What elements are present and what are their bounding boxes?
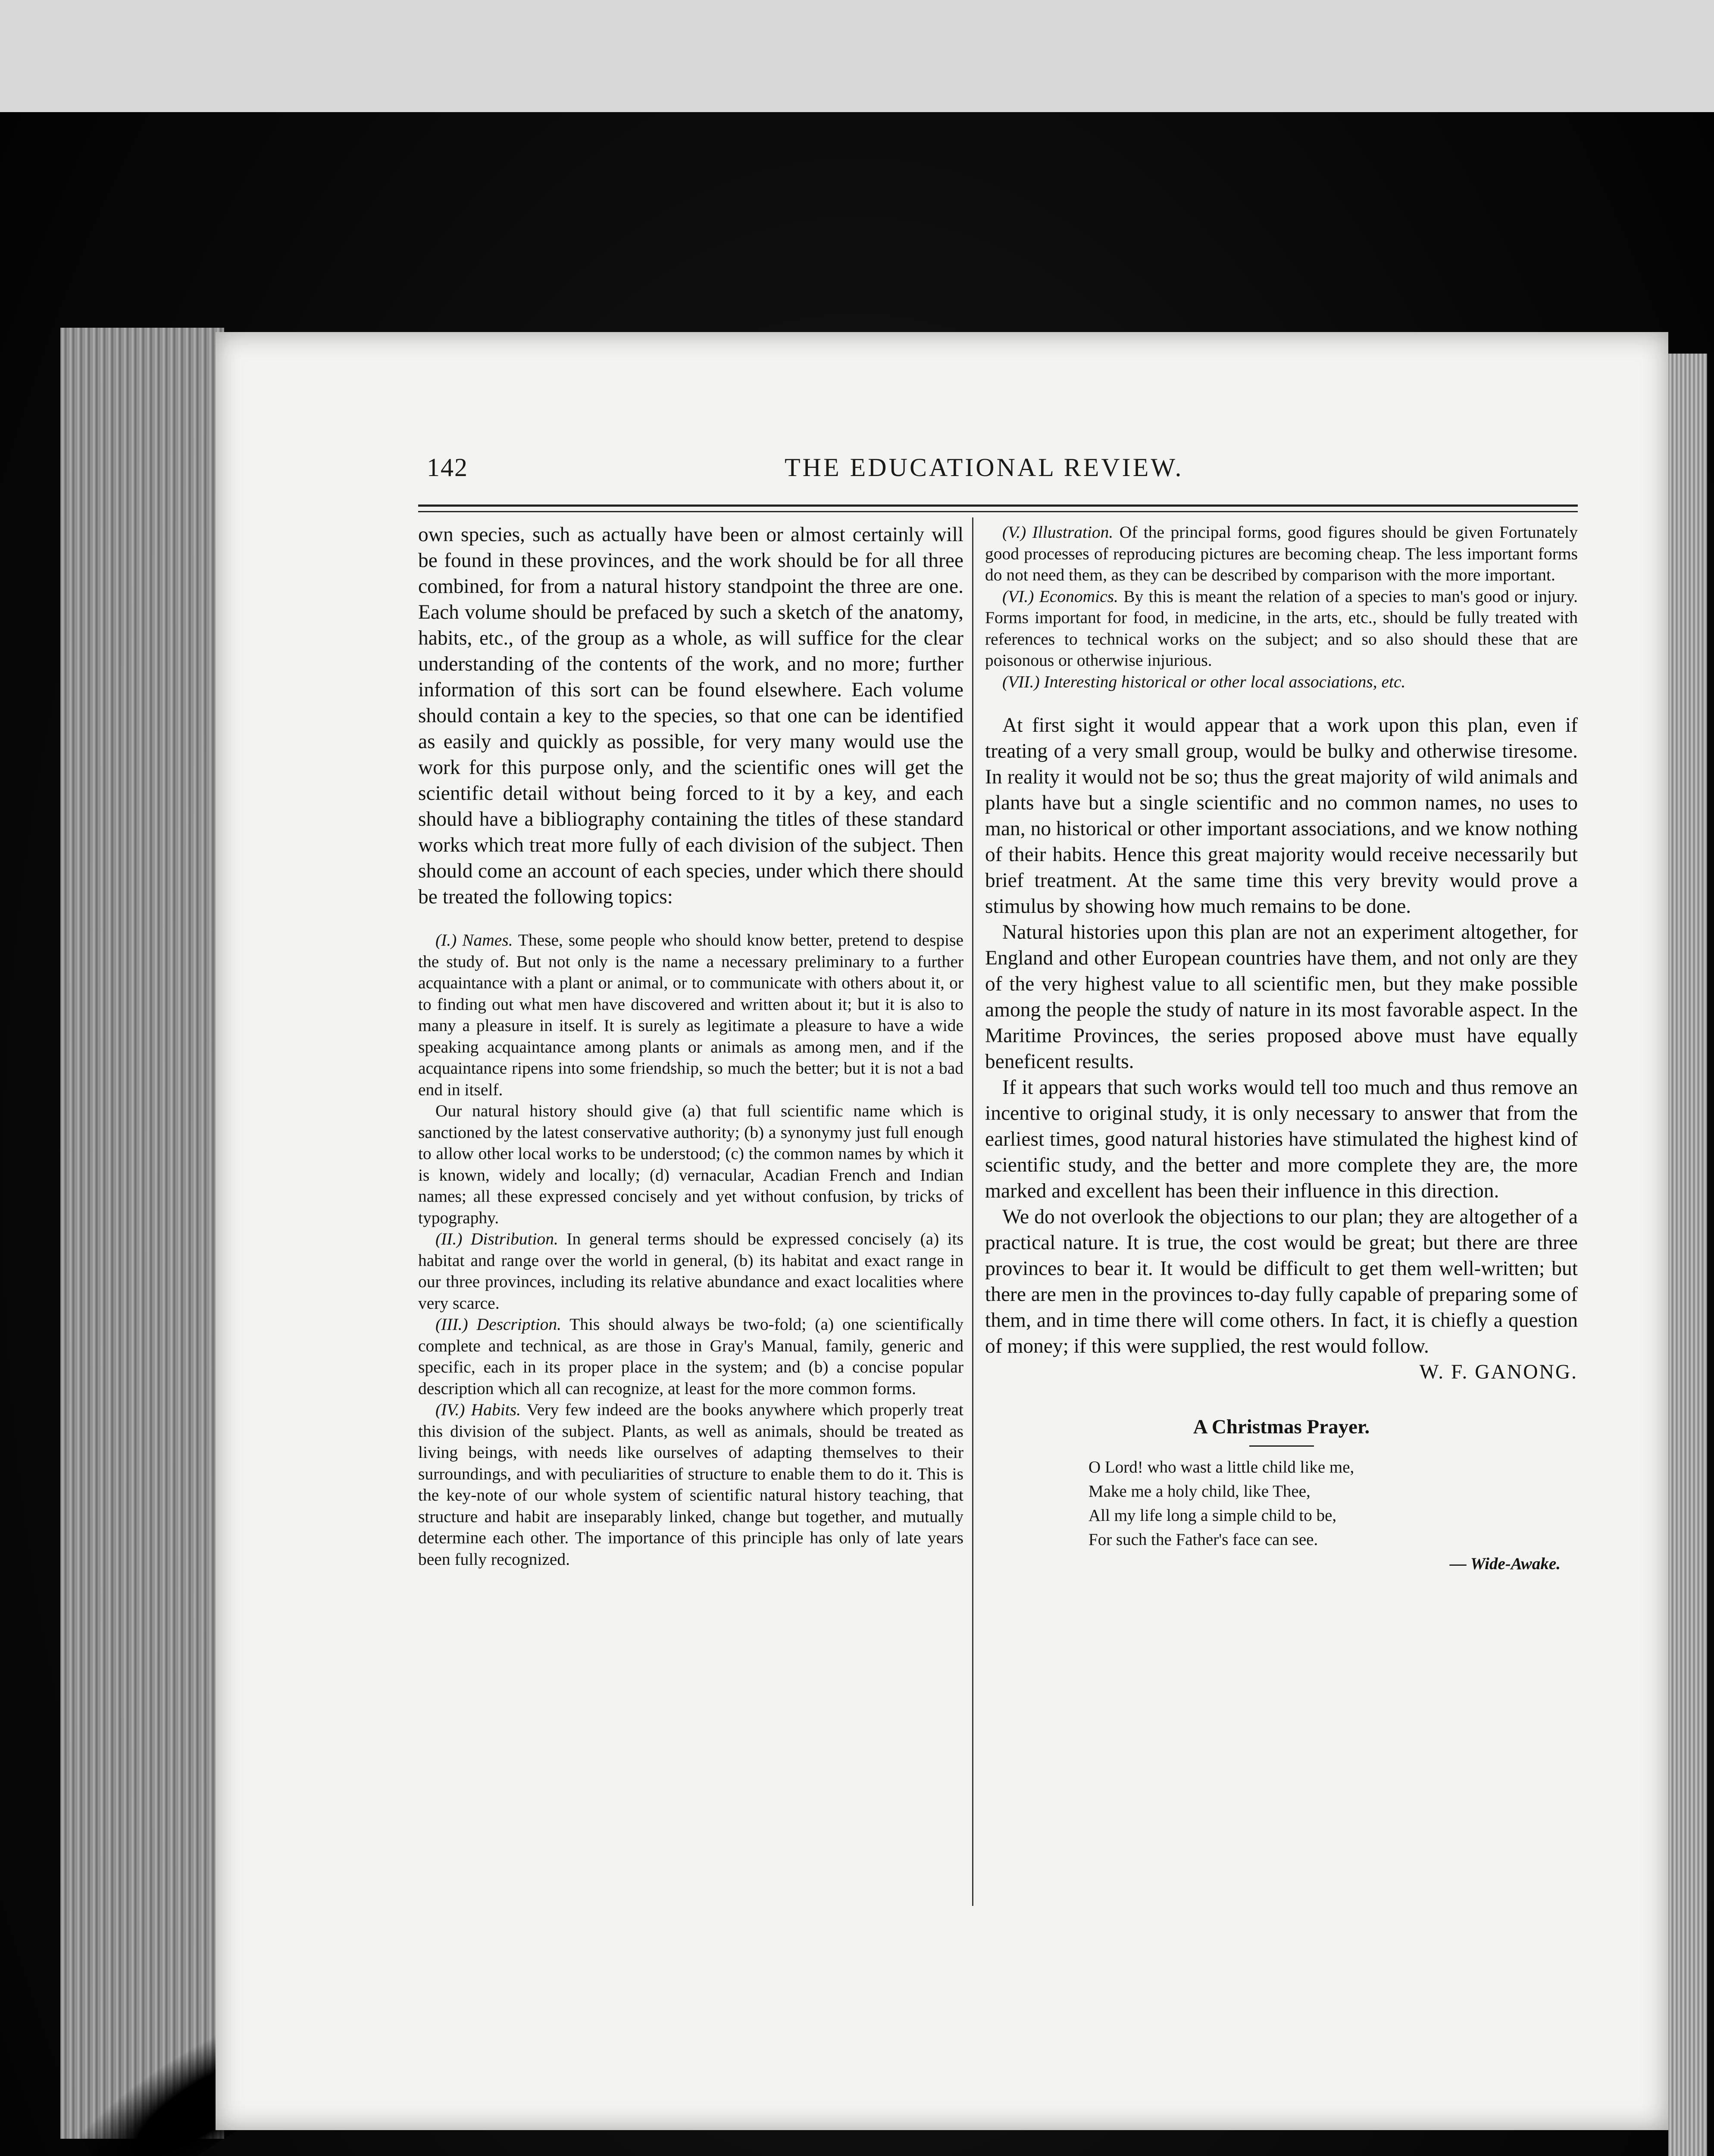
names-text: These, some people who should know better, pretend to despise the study of. But not only is the name a necessary preliminary to a further acquaintance with a plant or animal, or to communicate with others about it, or to finding out what men have discovered and written about it; but it is also to many a pleasure in itself. It is surely as legitimate a pleasure to have a wide speaking acquaintance among plants or animals as among men, and if the acquaintance ripens into some friendship, so much the better; but it is not a bad end in itself. [418,931,963,1099]
book-page [216,332,1668,2130]
interesting-label: (VII.) Interesting historical or other local associations, etc. [1002,672,1406,691]
interesting-section [985,671,1578,693]
poem-source: — Wide-Awake. [1449,1554,1561,1573]
description-label: (III.) Description. [435,1315,561,1334]
habits-text: Very few indeed are the books anywhere which properly treat this division of the subject. Plants, as well as animals, should be treated as living beings, with needs like ourselves of adapting themselves to their surroundings, and with peculiarities of structure to enable them to do it. This is the key-note of our whole system of scientific natural history teaching, that structure and habit are inseparably linked, change but together, and mutually determine each other. The importance of this principle has only of late years been fully recognized. [418,1400,963,1569]
distribution-label: (II.) Distribution. [435,1229,558,1248]
poem-rule [1249,1445,1314,1447]
names-section [418,930,963,1100]
distribution-text: In general terms should be expressed concisely (a) its habitat and range over the world in general, (b) its habitat and exact range in our three provinces, including its relative abundance and exact localities where very scarce. [418,1229,963,1313]
first-sight-paragraph: At first sight it would appear that a work upon this plan, even if treating of a very small group, would be bulky and otherwise tiresome. In reality it would not be so; thus the great majority of wild animals and plants have but a single scientific and no common names, no uses to man, no historical or other important associations, and we know nothing of their habits. Hence this great majority would receive necessarily but brief treatment. At the same time this very brevity would prove a stimulus by showing how much remains to be done. [985,714,1578,918]
objections-paragraph: We do not overlook the objections to our plan; they are altogether of a practical nature. It is true, the cost would be great; but there are three provinces to bear it. It would be difficult to get them well-written; but there are men in the provinces to-day fully capable of preparing some of them, and in time there will come others. In fact, it is chiefly a question of money; if this were supplied, the rest would follow. [985,1206,1578,1357]
running-head [216,453,1668,487]
left-column [418,522,963,1570]
description-section [418,1314,963,1399]
economics-text: By this is meant the relation of a species to man's good or injury. Forms important for food, in medicine, in the arts, etc., should be fully treated with references to technical works on the subject; and so also should these that are poisonous or otherwise injurious. [985,586,1578,670]
distribution-section [418,1228,963,1314]
book-page-edges-right [1668,354,1707,2156]
economics-label: (VI.) Economics. [1002,586,1118,606]
names-section-2: Our natural history should give (a) that full scientific name which is sanctioned by the latest conservative authority; (b) a synonymy just full enough to allow other local works to be understood; (c) the common names by which it is known, widely and locally; (d) vernacular, Acadian French and Indian names; all these expressed concisely and yet without confusion, by tricks of typography. [418,1101,963,1227]
journal-title: THE EDUCATIONAL REVIEW. [785,453,1184,482]
if-appears-paragraph: If it appears that such works would tell too much and thus remove an incentive to original study, it is only necessary to answer that from the earliest times, good natural histories have stimulated the highest kind of scientific study, and the better and more complete they are, the more marked and excellent has been their influence in this direction. [985,1076,1578,1202]
habits-section [418,1399,963,1570]
habits-label: (IV.) Habits. [435,1400,521,1419]
book-page-edges-left [60,328,224,2139]
illustration-text: Of the principal forms, good figures should be given Fortunately good processes of reproducing pictures are becoming cheap. The less important forms do not need them, as they can be described by comparison with the more important. [985,523,1578,584]
poem-line: All my life long a simple child to be, [1088,1506,1337,1525]
right-column [985,522,1578,1576]
page-number: 142 [427,453,468,482]
names-label: (I.) Names. [435,931,513,950]
poem-title: A Christmas Prayer. [1193,1416,1370,1438]
author-signature: W. F. GANONG. [1419,1361,1578,1383]
poem-line: Make me a holy child, like Thee, [1088,1482,1311,1501]
illustration-section [985,522,1578,586]
poem-line: O Lord! who wast a little child like me, [1088,1458,1354,1476]
header-rule [418,505,1578,512]
column-divider [972,517,973,1906]
economics-section [985,586,1578,671]
poem-line: For such the Father's face can see. [1088,1530,1318,1549]
description-text: This should always be two-fold; (a) one scientifically complete and technical, as are those in Gray's Manual, family, generic and specific, each in its proper place in the system; and (b) a concise popular description which all can recognize, at least for the more common forms. [418,1315,963,1398]
illustration-label: (V.) Illustration. [1002,523,1113,542]
film-border-top [0,0,1714,112]
intro-paragraph: own species, such as actually have been or almost certainly will be found in these provinces, and the work should be for all three combined, for from a natural history standpoint the three are one. Each volume should be prefaced by such a sketch of the anatomy, habits, etc., of the group as a whole, as will suffice for the clear understanding of the contents of the work, and no more; further information of this sort can be found elsewhere. Each volume should contain a key to the species, so that one can be identified as easily and quickly as possible, for very many would use the work for this purpose only, and the scientific ones will get the scientific detail without being forced to it by a key, and each should have a bibliography containing the titles of these standard works which treat more fully of each division of the subject. Then should come an account of each species, under which there should be treated the following topics: [418,523,963,908]
natural-histories-paragraph: Natural histories upon this plan are not an experiment altogether, for England and other European countries have them, and not only are they of the very highest value to all scientific men, but they make possible among the people the study of nature in its most favorable aspect. In the Maritime Provinces, the series proposed above must have equally beneficent results. [985,921,1578,1073]
